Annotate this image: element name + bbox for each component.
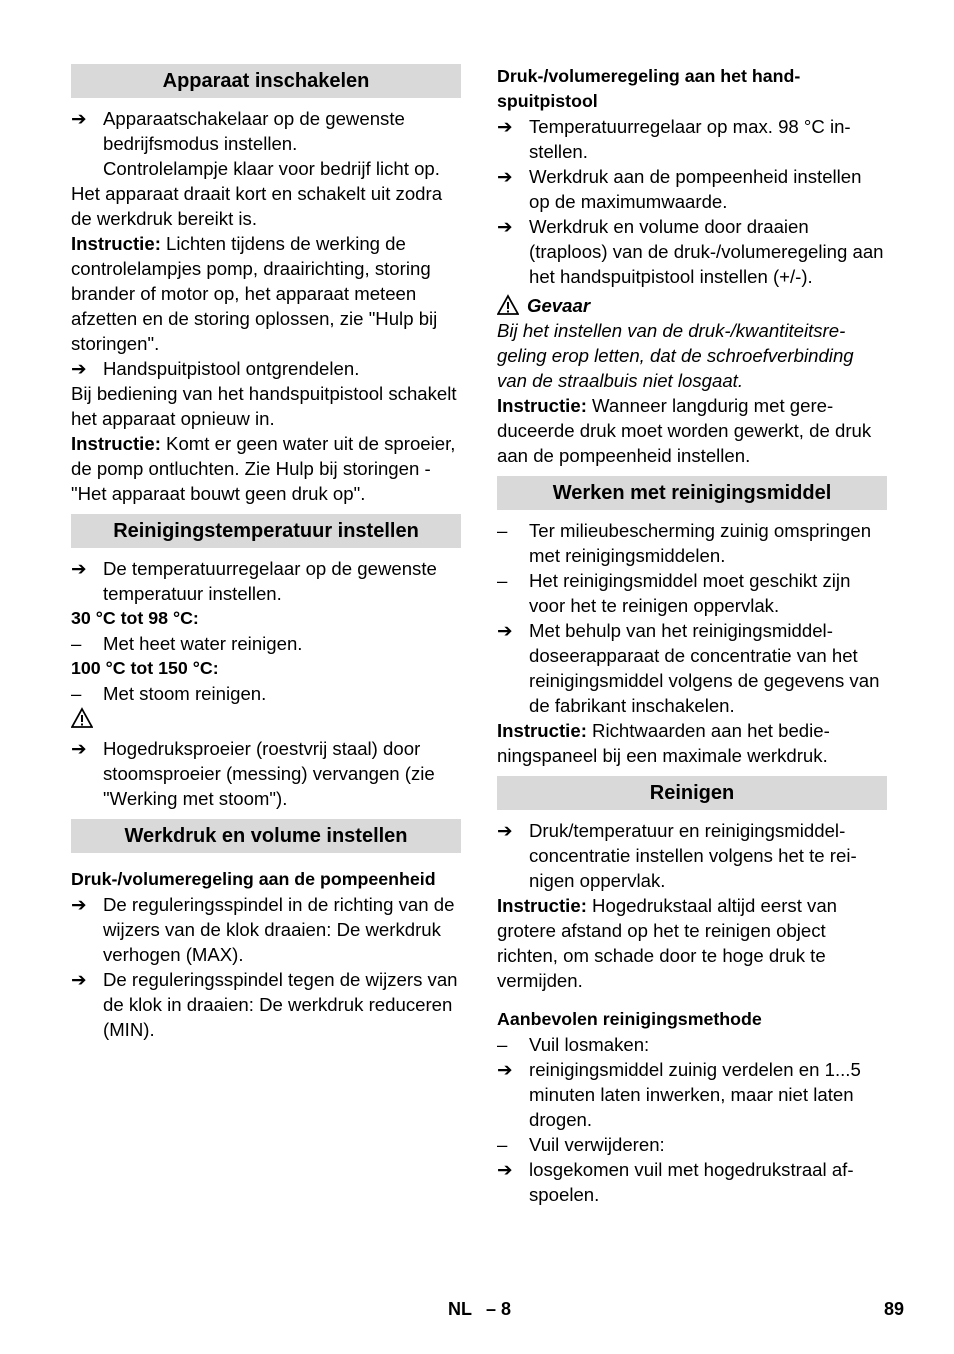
- list-item: [497, 518, 887, 568]
- note-text: Wanneer langdurig met gereduceerde druk moet worden gewerkt, de druk aan de pompeenheid instellen.: [497, 395, 872, 466]
- step-result: Controlelampje klaar voor bedrijf licht op.: [103, 158, 440, 179]
- footer-page-number: 89: [884, 1299, 905, 1319]
- step-text: Met behulp van het reinigingsmiddeldoseerapparaat de concentratie van het reinigingsmiddel volgens de gegevens van de fabrikant inschakelen.: [529, 620, 880, 716]
- note-text: Hogedrukstaal altijd eerst van grotere afstand op het te reinigen object richten, om schade door te hoge druk te vermijden.: [497, 895, 838, 991]
- note-label: Instructie:: [497, 720, 587, 741]
- instruction-step: [497, 1157, 887, 1207]
- arrow-right-icon: ➔: [497, 1059, 513, 1080]
- section-heading-werkdruk-volume: Werkdruk en volume instellen: [71, 819, 461, 853]
- step-text: De temperatuurregelaar op de gewenste temperatuur instellen.: [103, 558, 437, 604]
- step-text: reinigingsmiddel zuinig verdelen en 1...5 minuten laten inwerken, maar niet laten drogen.: [529, 1059, 861, 1130]
- section-heading-reinigingsmiddel: Werken met reinigingsmiddel: [497, 476, 887, 510]
- arrow-right-icon: ➔: [497, 166, 513, 187]
- subheading: Aanbevolen reinigingsmethode: [497, 1009, 762, 1029]
- subheading: Druk-/volumeregeling aan het handspuitpistool: [497, 66, 801, 111]
- step-text: Hogedruksproeier (roestvrij staal) door stoomsproeier (messing) vervangen (zie "Werking met stoom").: [103, 738, 435, 809]
- section-heading-reinigen: Reinigen: [497, 776, 887, 810]
- dash-bullet: –: [497, 1134, 508, 1155]
- list-item: [497, 568, 887, 618]
- step-text: Druk/temperatuur en reinigingsmiddelconcentratie instellen volgens het te reinigen oppervlak.: [529, 820, 857, 891]
- list-item-text: Het reinigingsmiddel moet geschikt zijn voor het te reinigen oppervlak.: [529, 570, 851, 616]
- list-item: [497, 1132, 887, 1157]
- instruction-step: [71, 556, 461, 606]
- arrow-right-icon: ➔: [71, 558, 87, 579]
- dash-bullet: –: [71, 683, 82, 704]
- danger-heading: [497, 293, 887, 318]
- instruction-step: [497, 818, 887, 893]
- subheading: Druk-/volumeregeling aan de pompeenheid: [71, 869, 436, 889]
- dash-bullet: –: [497, 1034, 508, 1055]
- instruction-note: [497, 893, 887, 993]
- note-label: Instructie:: [71, 433, 161, 454]
- instruction-step: [71, 967, 461, 1042]
- list-item: [71, 631, 461, 656]
- list-item-text: Met stoom reinigen.: [103, 683, 267, 704]
- step-text: De reguleringsspindel tegen de wijzers van de klok in draaien: De werkdruk reduceren (MIN).: [103, 969, 458, 1040]
- arrow-right-icon: ➔: [71, 894, 87, 915]
- list-item-text: Vuil verwijderen:: [529, 1134, 665, 1155]
- instruction-note: [71, 431, 461, 506]
- note-label: Instructie:: [71, 233, 161, 254]
- list-item-text: Ter milieubescherming zuinig omspringen met reinigingsmiddelen.: [529, 520, 872, 566]
- note-text: Komt er geen water uit de sproeier, de pomp ontluchten. Zie Hulp bij storingen - "Het apparaat bouwt geen druk op".: [71, 433, 456, 504]
- right-column: [497, 64, 887, 1207]
- arrow-right-icon: ➔: [497, 1159, 513, 1180]
- instruction-step: [497, 164, 887, 214]
- step-text: Handspuitpistool ontgrendelen.: [103, 358, 360, 379]
- danger-text: Bij het instellen van de druk-/kwantiteitsregeling erop letten, dat de schroefverbinding van de straalbuis niet losgaat.: [497, 320, 854, 391]
- dash-bullet: –: [71, 633, 82, 654]
- arrow-right-icon: ➔: [497, 820, 513, 841]
- note-text: Lichten tijdens de werking de controlelampjes pomp, draairichting, storing brander of motor op, het apparaat meteen afzetten en de storing oplossen, zie "Hulp bij storingen".: [71, 233, 438, 354]
- instruction-step: [497, 114, 887, 164]
- instruction-step: [497, 214, 887, 289]
- list-item: [497, 1032, 887, 1057]
- instruction-step: [497, 618, 887, 718]
- dash-bullet: –: [497, 520, 508, 541]
- note-label: Instructie:: [497, 395, 587, 416]
- step-text: Werkdruk en volume door draaien (traploos) van de druk-/volumeregeling aan het handspuitpistool instellen (+/-).: [529, 216, 884, 287]
- section-heading-reinigingstemperatuur: Reinigingstemperatuur instellen: [71, 514, 461, 548]
- arrow-right-icon: ➔: [71, 358, 87, 379]
- arrow-right-icon: ➔: [497, 116, 513, 137]
- step-text: Werkdruk aan de pompeenheid instellen op de maximumwaarde.: [529, 166, 862, 212]
- note-text: Richtwaarden aan het bedieningspaneel bij een maximale werkdruk.: [497, 720, 830, 766]
- instruction-note: [71, 231, 461, 356]
- list-item-text: Met heet water reinigen.: [103, 633, 303, 654]
- paragraph: Het apparaat draait kort en schakelt uit zodra de werkdruk bereikt is.: [71, 183, 443, 229]
- arrow-right-icon: ➔: [71, 738, 87, 759]
- paragraph: Bij bediening van het handspuitpistool schakelt het apparaat opnieuw in.: [71, 383, 457, 429]
- warning-triangle-icon: [497, 294, 519, 316]
- arrow-right-icon: ➔: [497, 620, 513, 641]
- left-column: [71, 64, 461, 1042]
- instruction-note: [497, 393, 887, 468]
- step-text: Apparaatschakelaar op de gewenste bedrijfsmodus instellen.: [103, 108, 405, 154]
- arrow-right-icon: ➔: [71, 108, 87, 129]
- instruction-step: [71, 356, 461, 381]
- list-item-text: Vuil losmaken:: [529, 1034, 650, 1055]
- instruction-step: [71, 892, 461, 967]
- step-text: losgekomen vuil met hogedrukstraal afspoelen.: [529, 1159, 854, 1205]
- instruction-step: [497, 1057, 887, 1132]
- temperature-range-heading: 100 °C tot 150 °C:: [71, 658, 219, 678]
- list-item: [71, 681, 461, 706]
- section-heading-apparaat-inschakelen: Apparaat inschakelen: [71, 64, 461, 98]
- instruction-step: [71, 736, 461, 811]
- danger-label: Gevaar: [527, 295, 591, 316]
- warning-triangle-icon: [71, 707, 93, 729]
- footer-page-marker: – 8: [486, 1299, 512, 1319]
- warning-line: [71, 706, 461, 736]
- temperature-range-heading: 30 °C tot 98 °C:: [71, 608, 199, 628]
- note-label: Instructie:: [497, 895, 587, 916]
- step-text: Temperatuurregelaar op max. 98 °C instellen.: [529, 116, 851, 162]
- step-text: De reguleringsspindel in de richting van de wijzers van de klok draaien: De werkdruk verhogen (MAX).: [103, 894, 455, 965]
- instruction-step: [71, 106, 461, 156]
- instruction-note: [497, 718, 887, 768]
- dash-bullet: –: [497, 570, 508, 591]
- footer-language: NL: [448, 1299, 472, 1319]
- arrow-right-icon: ➔: [497, 216, 513, 237]
- arrow-right-icon: ➔: [71, 969, 87, 990]
